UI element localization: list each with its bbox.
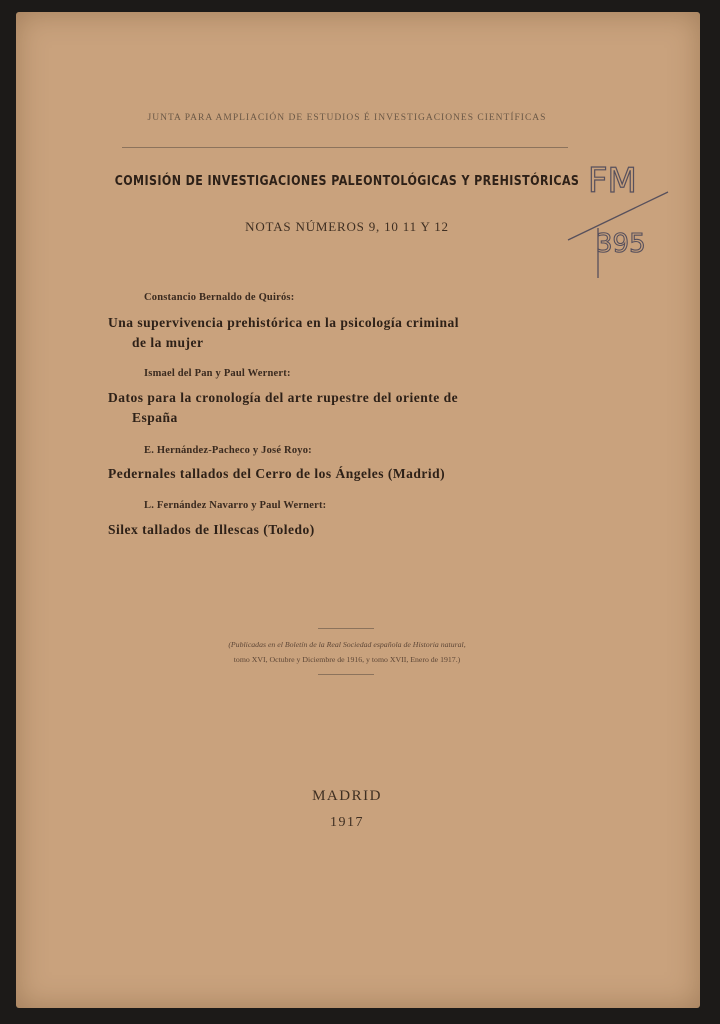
author-2: Ismael del Pan y Paul Wernert: <box>144 368 291 379</box>
header-rule <box>122 147 568 148</box>
article-title-2-line2: España <box>132 410 178 425</box>
notes-numbers: NOTAS NÚMEROS 9, 10 11 Y 12 <box>245 219 449 234</box>
author-1: Constancio Bernaldo de Quirós: <box>144 292 295 303</box>
article-title-4-line1: Silex tallados de Illescas (Toledo) <box>108 522 315 537</box>
publication-rule-top <box>318 628 374 629</box>
publication-note-line2: tomo XVI, Octubre y Diciembre de 1916, y tomo XVII, Enero de 1917.) <box>233 655 461 664</box>
publication-note-line1: (Publicadas en el Boletín de la Real Sociedad española de Historia natural, <box>228 640 466 649</box>
handwritten-annotation <box>558 150 688 290</box>
article-title-4 <box>108 520 558 540</box>
article-title-1-line1: Una supervivencia prehistórica en la psicología criminal <box>108 315 459 330</box>
handwritten-initials: FM <box>588 161 637 201</box>
commission-title: COMISIÓN DE INVESTIGACIONES PALEONTOLÓGICAS Y PREHISTÓRICAS <box>114 173 580 189</box>
article-title-1 <box>108 313 558 353</box>
imprint-city: MADRID <box>312 788 382 804</box>
publication-rule-bottom <box>318 674 374 675</box>
article-title-3-line1: Pedernales tallados del Cerro de los Ángeles (Madrid) <box>108 466 446 481</box>
article-title-2-line1: Datos para la cronología del arte rupestre del oriente de <box>108 390 459 405</box>
handwritten-number: 395 <box>596 229 646 259</box>
author-4: L. Fernández Navarro y Paul Wernert: <box>144 500 327 511</box>
article-title-1-line2: de la mujer <box>132 335 204 350</box>
article-title-3 <box>108 464 558 484</box>
imprint-year: 1917 <box>330 815 364 830</box>
author-3: E. Hernández-Pacheco y José Royo: <box>144 445 312 456</box>
institution-heading: JUNTA PARA AMPLIACIÓN DE ESTUDIOS É INVESTIGACIONES CIENTÍFICAS <box>147 113 547 123</box>
article-title-2 <box>108 388 558 428</box>
